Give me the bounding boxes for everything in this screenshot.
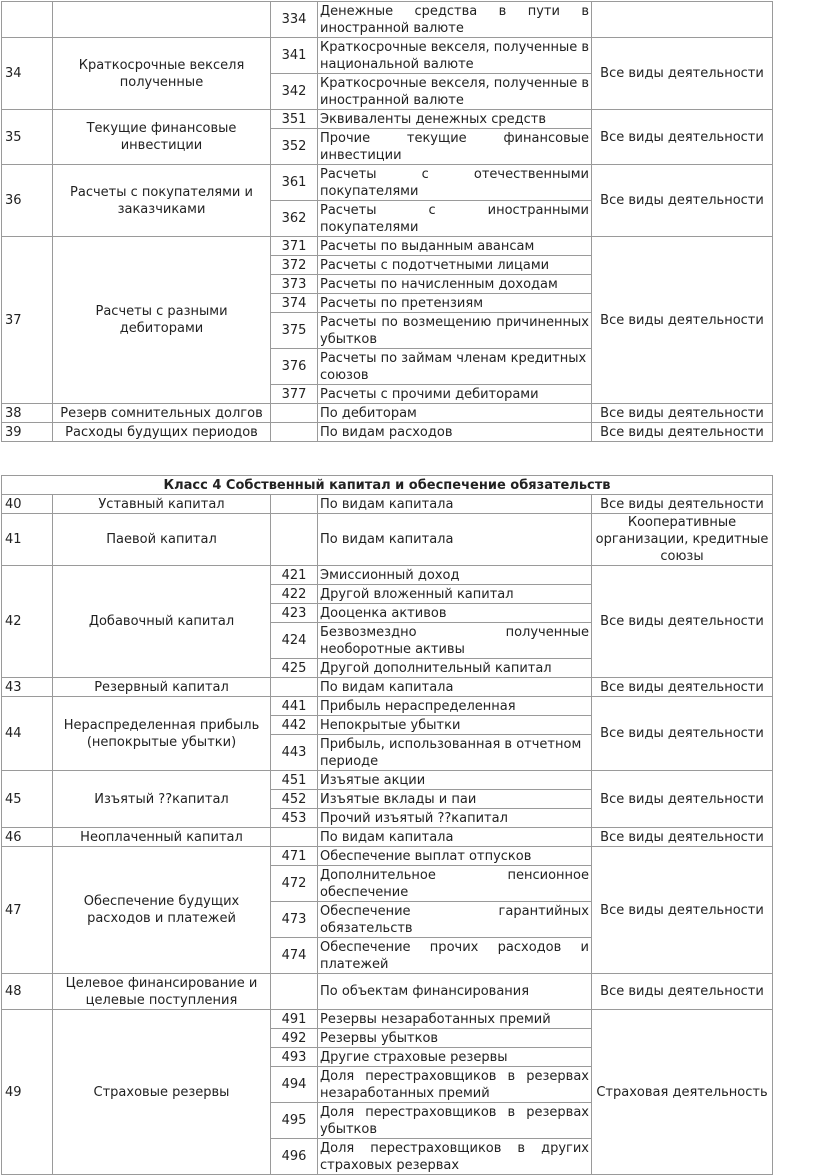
subaccount-number: 472 <box>271 866 318 902</box>
subaccount-name: Безвозмездно полученные необоротные активы <box>318 623 592 659</box>
subaccount-number: 376 <box>271 349 318 385</box>
account-name: Паевой капитал <box>53 514 271 566</box>
subaccount-number: 494 <box>271 1067 318 1103</box>
subaccount-number: 424 <box>271 623 318 659</box>
activity-type: Страховая деятельность <box>592 1010 773 1175</box>
subaccount-number: 373 <box>271 275 318 294</box>
account-number: 48 <box>2 974 53 1010</box>
subaccount-name: Расчеты с отечественными покупателями <box>318 165 592 201</box>
activity-type: Все виды деятельности <box>592 566 773 678</box>
subaccount-number: 493 <box>271 1048 318 1067</box>
subaccount-name: Прибыль, использованная в отчетном периоде <box>318 735 592 771</box>
account-number: 42 <box>2 566 53 678</box>
subaccount-number: 352 <box>271 129 318 165</box>
subaccount-name: Краткосрочные векселя, полученные в национальной валюте <box>318 38 592 74</box>
activity-type: Все виды деятельности <box>592 974 773 1010</box>
subaccount-number <box>271 404 318 423</box>
subaccount-name: Эквиваленты денежных средств <box>318 110 592 129</box>
account-name: Краткосрочные векселя полученные <box>53 38 271 110</box>
account-name: Страховые резервы <box>53 1010 271 1175</box>
table-row <box>2 1010 773 1029</box>
table-row <box>2 566 773 585</box>
subaccount-number: 496 <box>271 1139 318 1175</box>
accounts-table-class3 <box>1 1 773 442</box>
account-number: 35 <box>2 110 53 165</box>
subaccount-name: Расчеты по возмещению причиненных убытков <box>318 313 592 349</box>
subaccount-number: 371 <box>271 237 318 256</box>
account-number: 38 <box>2 404 53 423</box>
account-name: Изъятый ??капитал <box>53 771 271 828</box>
subaccount-name: Доля перестраховщиков в других страховых резервах <box>318 1139 592 1175</box>
subaccount-name: Расчеты с иностранными покупателями <box>318 201 592 237</box>
account-name <box>53 2 271 38</box>
subaccount-name: Расчеты по начисленным доходам <box>318 275 592 294</box>
subaccount-name: Расчеты по претензиям <box>318 294 592 313</box>
subaccount-number: 492 <box>271 1029 318 1048</box>
table-row <box>2 237 773 256</box>
subaccount-number: 372 <box>271 256 318 275</box>
account-number: 43 <box>2 678 53 697</box>
subaccount-name: Краткосрочные векселя, полученные в иностранной валюте <box>318 74 592 110</box>
subaccount-number: 361 <box>271 165 318 201</box>
subaccount-name: Резервы незаработанных премий <box>318 1010 592 1029</box>
account-name: Уставный капитал <box>53 495 271 514</box>
subaccount-name: Другой дополнительный капитал <box>318 659 592 678</box>
table-row <box>2 771 773 790</box>
subaccount-name: Другой вложенный капитал <box>318 585 592 604</box>
account-name: Резерв сомнительных долгов <box>53 404 271 423</box>
subaccount-number: 423 <box>271 604 318 623</box>
class-header-row <box>2 476 773 495</box>
subaccount-number: 375 <box>271 313 318 349</box>
account-name: Расчеты с разными дебиторами <box>53 237 271 404</box>
subaccount-name: По объектам финансирования <box>318 974 592 1010</box>
account-number: 41 <box>2 514 53 566</box>
subaccount-number <box>271 423 318 442</box>
account-number: 44 <box>2 697 53 771</box>
activity-type: Кооперативные организации, кредитные союзы <box>592 514 773 566</box>
account-number: 34 <box>2 38 53 110</box>
activity-type: Все виды деятельности <box>592 404 773 423</box>
subaccount-name: Расчеты с подотчетными лицами <box>318 256 592 275</box>
account-name: Целевое финансирование и целевые поступления <box>53 974 271 1010</box>
account-name: Добавочный капитал <box>53 566 271 678</box>
account-name: Расчеты с покупателями и заказчиками <box>53 165 271 237</box>
subaccount-number <box>271 514 318 566</box>
account-number: 36 <box>2 165 53 237</box>
activity-type: Все виды деятельности <box>592 847 773 974</box>
subaccount-name: Другие страховые резервы <box>318 1048 592 1067</box>
subaccount-name: Расчеты по выданным авансам <box>318 237 592 256</box>
activity-type <box>592 2 773 38</box>
subaccount-name: Доля перестраховщиков в резервах убытков <box>318 1103 592 1139</box>
subaccount-name: Прочий изъятый ??капитал <box>318 809 592 828</box>
subaccount-name: По дебиторам <box>318 404 592 423</box>
subaccount-name: Дополнительное пенсионное обеспечение <box>318 866 592 902</box>
subaccount-number: 341 <box>271 38 318 74</box>
account-name: Нераспределенная прибыль (непокрытые убытки) <box>53 697 271 771</box>
table-row <box>2 847 773 866</box>
account-number: 40 <box>2 495 53 514</box>
accounts-table-class4 <box>1 475 773 1175</box>
activity-type: Все виды деятельности <box>592 495 773 514</box>
table-row <box>2 678 773 697</box>
table-row <box>2 697 773 716</box>
subaccount-number <box>271 678 318 697</box>
subaccount-name: По видам капитала <box>318 678 592 697</box>
activity-type: Все виды деятельности <box>592 828 773 847</box>
table-row <box>2 110 773 129</box>
table-row <box>2 514 773 566</box>
subaccount-name: Денежные средства в пути в иностранной валюте <box>318 2 592 38</box>
subaccount-number: 473 <box>271 902 318 938</box>
subaccount-name: По видам расходов <box>318 423 592 442</box>
subaccount-number: 443 <box>271 735 318 771</box>
activity-type: Все виды деятельности <box>592 697 773 771</box>
subaccount-name: Изъятые акции <box>318 771 592 790</box>
table-row <box>2 423 773 442</box>
subaccount-name: По видам капитала <box>318 514 592 566</box>
subaccount-number: 374 <box>271 294 318 313</box>
subaccount-number: 425 <box>271 659 318 678</box>
subaccount-name: Дооценка активов <box>318 604 592 623</box>
subaccount-name: Обеспечение гарантийных обязательств <box>318 902 592 938</box>
subaccount-name: Эмиссионный доход <box>318 566 592 585</box>
table-row <box>2 495 773 514</box>
account-number: 37 <box>2 237 53 404</box>
subaccount-number <box>271 495 318 514</box>
account-number: 45 <box>2 771 53 828</box>
subaccount-name: Обеспечение прочих расходов и платежей <box>318 938 592 974</box>
subaccount-number: 421 <box>271 566 318 585</box>
table-row <box>2 38 773 74</box>
subaccount-name: Резервы убытков <box>318 1029 592 1048</box>
subaccount-name: Изъятые вклады и паи <box>318 790 592 809</box>
subaccount-name: Непокрытые убытки <box>318 716 592 735</box>
subaccount-number <box>271 974 318 1010</box>
account-number: 39 <box>2 423 53 442</box>
subaccount-number: 452 <box>271 790 318 809</box>
subaccount-name: По видам капитала <box>318 495 592 514</box>
table-row <box>2 828 773 847</box>
subaccount-name: Обеспечение выплат отпусков <box>318 847 592 866</box>
subaccount-name: Доля перестраховщиков в резервах незаработанных премий <box>318 1067 592 1103</box>
subaccount-number: 422 <box>271 585 318 604</box>
account-name: Обеспечение будущих расходов и платежей <box>53 847 271 974</box>
subaccount-number: 334 <box>271 2 318 38</box>
subaccount-name: Расчеты по займам членам кредитных союзов <box>318 349 592 385</box>
activity-type: Все виды деятельности <box>592 678 773 697</box>
account-name: Неоплаченный капитал <box>53 828 271 847</box>
activity-type: Все виды деятельности <box>592 771 773 828</box>
subaccount-number: 342 <box>271 74 318 110</box>
table-row <box>2 165 773 201</box>
subaccount-number: 495 <box>271 1103 318 1139</box>
account-number: 49 <box>2 1010 53 1175</box>
table-row <box>2 404 773 423</box>
subaccount-number: 441 <box>271 697 318 716</box>
account-name: Текущие финансовые инвестиции <box>53 110 271 165</box>
subaccount-name: Прочие текущие финансовые инвестиции <box>318 129 592 165</box>
account-name: Резервный капитал <box>53 678 271 697</box>
table-row <box>2 974 773 1010</box>
subaccount-number <box>271 828 318 847</box>
subaccount-number: 377 <box>271 385 318 404</box>
subaccount-number: 491 <box>271 1010 318 1029</box>
account-number: 47 <box>2 847 53 974</box>
account-number <box>2 2 53 38</box>
subaccount-number: 474 <box>271 938 318 974</box>
subaccount-name: По видам капитала <box>318 828 592 847</box>
table-row <box>2 2 773 38</box>
account-number: 46 <box>2 828 53 847</box>
subaccount-name: Расчеты с прочими дебиторами <box>318 385 592 404</box>
activity-type: Все виды деятельности <box>592 237 773 404</box>
activity-type: Все виды деятельности <box>592 38 773 110</box>
subaccount-number: 453 <box>271 809 318 828</box>
subaccount-number: 351 <box>271 110 318 129</box>
activity-type: Все виды деятельности <box>592 110 773 165</box>
subaccount-number: 451 <box>271 771 318 790</box>
account-name: Расходы будущих периодов <box>53 423 271 442</box>
activity-type: Все виды деятельности <box>592 165 773 237</box>
subaccount-name: Прибыль нераспределенная <box>318 697 592 716</box>
activity-type: Все виды деятельности <box>592 423 773 442</box>
class-title: Класс 4 Собственный капитал и обеспечение обязательств <box>2 476 773 495</box>
subaccount-number: 442 <box>271 716 318 735</box>
subaccount-number: 471 <box>271 847 318 866</box>
subaccount-number: 362 <box>271 201 318 237</box>
